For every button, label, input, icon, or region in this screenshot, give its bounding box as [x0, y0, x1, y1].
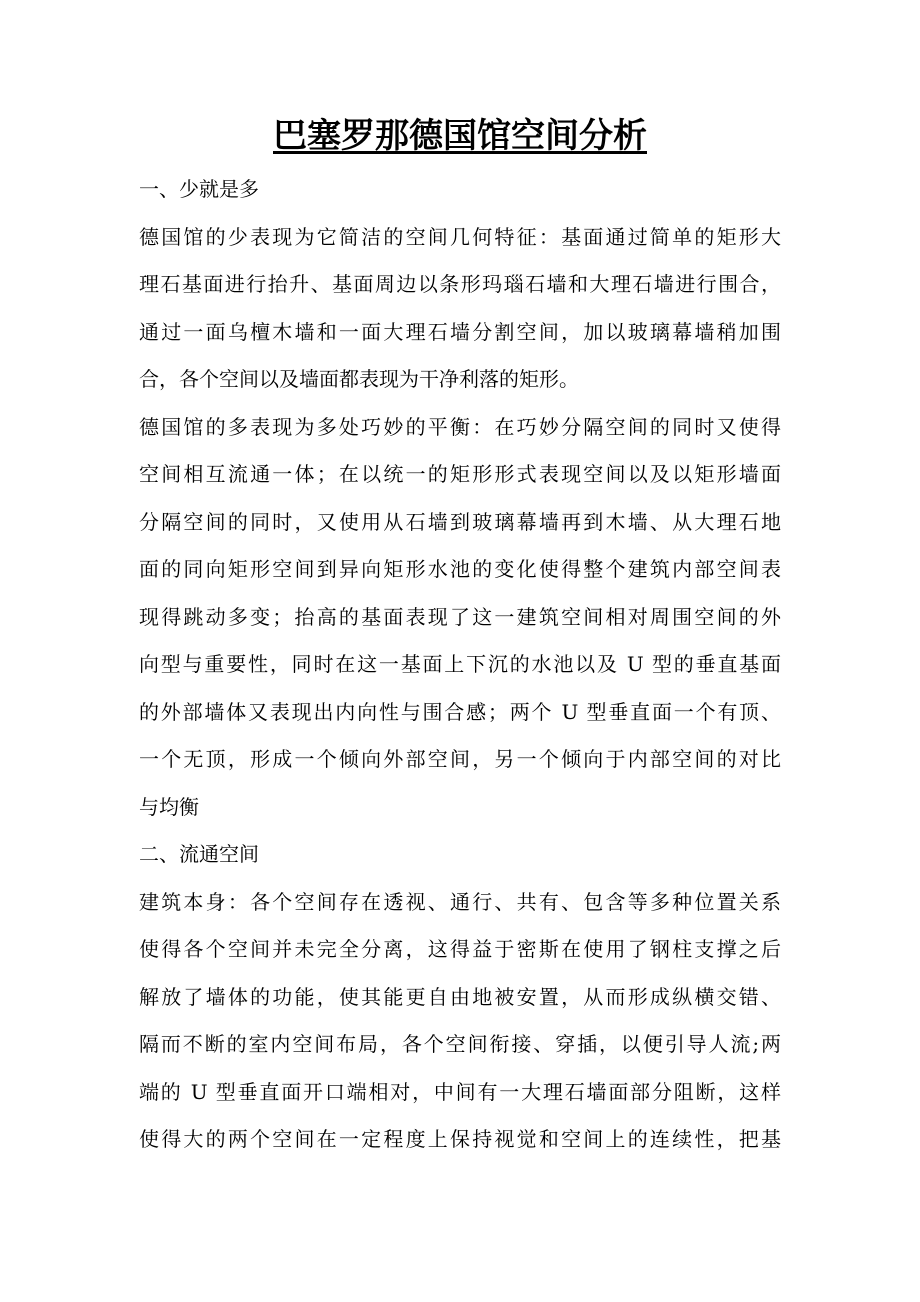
section-heading: 一、少就是多	[139, 177, 259, 201]
paragraph-line: 现得跳动多变；抬高的基面表现了这一建筑空间相对周围空间的外	[139, 604, 781, 629]
paragraph-line: 面的同向矩形空间到异向矩形水池的变化使得整个建筑内部空间表	[139, 557, 781, 581]
paragraph	[139, 879, 781, 1164]
document-page	[139, 112, 781, 1164]
paragraph-line: 使得大的两个空间在一定程度上保持视觉和空间上的连续性，把基	[139, 1127, 781, 1151]
paragraph-line: 理石基面进行抬升、基面周边以条形玛瑙石墙和大理石墙进行围合，	[139, 272, 781, 296]
paragraph-line: 向型与重要性，同时在这一基面上下沉的水池以及 U 型的垂直基面	[139, 652, 781, 676]
paragraph-line: 与均衡	[139, 794, 199, 819]
paragraph-line: 分隔空间的同时，又使用从石墙到玻璃幕墙再到木墙、从大理石地	[139, 509, 781, 534]
paragraph-line: 隔而不断的室内空间布局，各个空间衔接、穿插，以便引导人流;两	[139, 1032, 781, 1056]
paragraph-line: 解放了墙体的功能，使其能更自由地被安置，从而形成纵横交错、	[139, 984, 781, 1009]
paragraph	[139, 214, 781, 404]
section-2	[139, 831, 781, 1164]
paragraph-line: 德国馆的多表现为多处巧妙的平衡：在巧妙分隔空间的同时又使得	[139, 414, 781, 439]
paragraph-line: 一个无顶，形成一个倾向外部空间，另一个倾向于内部空间的对比	[139, 747, 781, 771]
document-title: 巴塞罗那德国馆空间分析	[273, 116, 647, 156]
paragraph-line: 使得各个空间并未完全分离，这得益于密斯在使用了钢柱支撑之后	[139, 937, 781, 961]
paragraph-line: 端的 U 型垂直面开口端相对，中间有一大理石墙面部分阻断，这样	[139, 1079, 781, 1104]
paragraph-line: 建筑本身：各个空间存在透视、通行、共有、包含等多种位置关系	[139, 889, 781, 914]
paragraph-line: 合，各个空间以及墙面都表现为干净利落的矩形。	[139, 367, 579, 391]
paragraph	[139, 404, 781, 832]
paragraph-line: 空间相互流通一体；在以统一的矩形形式表现空间以及以矩形墙面	[139, 462, 781, 486]
paragraph-line: 德国馆的少表现为它简洁的空间几何特征：基面通过简单的矩形大	[139, 224, 781, 249]
section-1	[139, 166, 781, 831]
section-heading: 二、流通空间	[139, 842, 259, 866]
paragraph-line: 的外部墙体又表现出内向性与围合感；两个 U 型垂直面一个有顶、	[139, 699, 781, 724]
paragraph-line: 通过一面乌檀木墙和一面大理石墙分割空间，加以玻璃幕墙稍加围	[139, 319, 781, 344]
